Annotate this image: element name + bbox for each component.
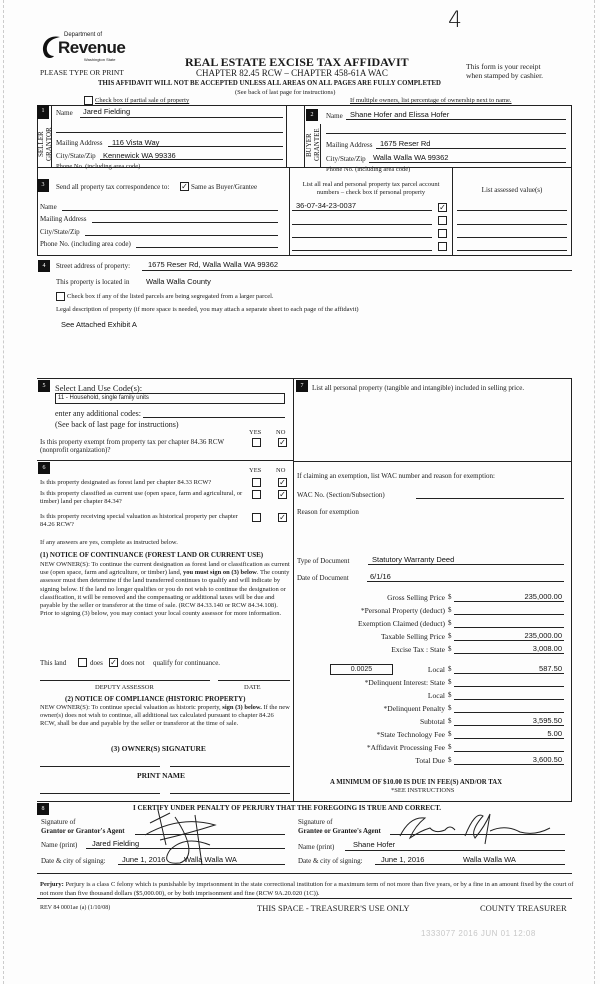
amount-label: *State Technology Fee xyxy=(376,730,445,739)
underline xyxy=(376,148,566,149)
current-use-question: Is this property classified as current use (open space, farm and agricultural, or timber) land per chapter 84.34? xyxy=(40,490,243,505)
underline xyxy=(454,725,564,726)
underline xyxy=(375,864,565,865)
amount-label: Total Due xyxy=(415,756,445,765)
current-use-no-checkbox[interactable]: ✓ xyxy=(279,490,286,499)
date-label: DATE xyxy=(244,684,261,691)
receipt-note-2: when stamped by cashier. xyxy=(466,71,544,80)
form-title: REAL ESTATE EXCISE TAX AFFIDAVIT xyxy=(185,55,409,69)
local-rate-field[interactable]: 0.0025 xyxy=(330,664,393,675)
grantee-city-field[interactable]: Walla Walla WA xyxy=(463,855,516,864)
grantor-name-field[interactable]: Jared Fielding xyxy=(92,839,140,848)
section-7-number: 7 xyxy=(296,380,308,392)
assessor-date-line[interactable] xyxy=(218,680,290,681)
underline xyxy=(369,162,566,163)
does-qualify-checkbox[interactable] xyxy=(78,658,87,667)
additional-codes-label: enter any additional codes: xyxy=(55,409,141,418)
logo-department-text: Department of xyxy=(64,32,103,38)
wac-number-field[interactable] xyxy=(416,498,564,499)
amount-label: Taxable Selling Price xyxy=(380,632,445,641)
land-use-label: Select Land Use Code(s): xyxy=(55,383,143,393)
divider xyxy=(289,167,290,256)
print-name-label: PRINT NAME xyxy=(137,771,185,780)
parcel-number-field[interactable] xyxy=(292,250,432,251)
corr-city-field[interactable] xyxy=(85,235,278,236)
personal-property-checkbox[interactable]: ✓ xyxy=(439,203,446,212)
dollar-sign: $ xyxy=(448,645,452,653)
dollar-sign: $ xyxy=(448,704,452,712)
dollar-sign: $ xyxy=(448,678,452,686)
same-as-buyer-checkbox[interactable]: ✓ xyxy=(181,182,188,191)
underline xyxy=(56,132,283,133)
dollar-sign: $ xyxy=(448,593,452,601)
certify-statement: I CERTIFY UNDER PENALTY OF PERJURY THAT THE FOREGOING IS TRUE AND CORRECT. xyxy=(133,804,442,812)
seller-city-label: City/State/Zip xyxy=(56,152,96,160)
corr-city-label: City/State/Zip xyxy=(40,228,80,236)
underline xyxy=(367,581,564,582)
grantor-date-label: Date & city of signing: xyxy=(41,857,106,865)
amount-label: Exemption Claimed (deduct) xyxy=(357,619,445,628)
see-back-text: (See back of last page for instructions) xyxy=(235,89,336,96)
amount-label: Local xyxy=(427,691,445,700)
owner-signature-label: (3) OWNER(S) SIGNATURE xyxy=(111,744,206,753)
no-header: NO xyxy=(276,467,286,474)
assessed-header: List assessed value(s) xyxy=(481,186,543,194)
underline xyxy=(454,653,564,654)
historic-yes-checkbox[interactable] xyxy=(252,513,261,522)
underline xyxy=(454,699,564,700)
perjury-notice: Perjury: Perjury is a class C felony which is punishable by imprisonment in the state correctional institution for a maximum term of not more than five years, or by a fine in an amount fixed by the court of not more than five thousand dollars ($5,000.00), or by both imprisonment and fine (RCW 9A.20.020 (1C)). xyxy=(40,881,574,897)
amount-label: Subtotal xyxy=(419,717,445,726)
print-name-line-1[interactable] xyxy=(40,793,160,794)
forest-yes-checkbox[interactable] xyxy=(252,478,261,487)
state-technology-fee-field[interactable]: 5.00 xyxy=(547,729,562,738)
dollar-sign: $ xyxy=(448,606,452,614)
grantee-name-field[interactable]: Shane Hofer xyxy=(353,840,396,849)
doc-type-label: Type of Document xyxy=(297,557,350,565)
underline xyxy=(368,564,564,565)
grantee-date-field[interactable]: June 1, 2016 xyxy=(381,855,425,864)
notice-compliance-title: (2) NOTICE OF COMPLIANCE (HISTORIC PROPERTY) xyxy=(65,695,246,703)
print-name-line-2[interactable] xyxy=(170,793,290,794)
exempt-no-checkbox[interactable]: ✓ xyxy=(279,438,286,447)
seller-side-label: SELLER GRANTOR xyxy=(37,127,53,161)
grantor-name-label: Name (print) xyxy=(41,841,78,849)
grantee-date-label: Date & city of signing: xyxy=(298,857,363,865)
underline xyxy=(454,640,564,641)
buyer-name-label: Name xyxy=(326,112,343,120)
underline xyxy=(326,133,566,134)
owner-signature-line-1[interactable] xyxy=(40,766,160,767)
underline xyxy=(346,119,566,120)
receipt-note-1: This form is your receipt xyxy=(466,62,541,71)
underline xyxy=(292,210,432,211)
underline xyxy=(118,864,285,865)
does-not-label: does not xyxy=(121,659,145,667)
gross-selling-price-field[interactable]: 235,000.00 xyxy=(524,592,562,601)
treasurer-stamp: 1333077 2016 JUN 01 12:08 xyxy=(421,929,536,938)
see-instructions-note: *SEE INSTRUCTIONS xyxy=(391,787,455,794)
correspondence-label: Send all property tax correspondence to: xyxy=(56,183,170,191)
amount-label: Local xyxy=(427,665,445,674)
grantor-city-field[interactable]: Walla Walla WA xyxy=(184,855,237,864)
deputy-assessor-label: DEPUTY ASSESSOR xyxy=(95,684,154,691)
corr-phone-field[interactable] xyxy=(136,247,278,248)
forest-no-checkbox[interactable]: ✓ xyxy=(279,478,286,487)
notice-compliance-text: NEW OWNER(S): To continue special valuation as historic property, sign (3) below. If the new owner(s) does not wish to continue, all additional tax calculated pursuant to chapter 84.26 RCW, shall be due and payable by the seller or transferor at the time of sale. xyxy=(40,704,290,727)
dollar-sign: $ xyxy=(448,665,452,673)
underline xyxy=(454,712,564,713)
grantee-signature-label-2: Grantee or Grantee's Agent xyxy=(298,827,381,835)
taxable-selling-price-field[interactable]: 235,000.00 xyxy=(524,631,562,640)
legal-description-field[interactable]: See Attached Exhibit A xyxy=(61,320,137,329)
divider xyxy=(452,167,453,256)
personal-property-checkbox[interactable] xyxy=(438,242,447,251)
amount-label: Excise Tax : State xyxy=(391,645,445,654)
personal-property-checkbox[interactable] xyxy=(438,229,447,238)
buyer-mailing-label: Mailing Address xyxy=(326,141,373,149)
additional-codes-field[interactable] xyxy=(143,417,285,418)
street-address-field[interactable]: 1675 Reser Rd, Walla Walla WA 99362 xyxy=(148,260,279,269)
personal-property-checkbox[interactable] xyxy=(438,216,447,225)
seller-name-field[interactable]: Jared Fielding xyxy=(83,107,131,116)
logo-revenue-text: Revenue xyxy=(58,38,126,57)
amount-label: *Personal Property (deduct) xyxy=(360,606,445,615)
if-yes-instruction: If any answers are yes, complete as instructed below. xyxy=(40,539,178,546)
grantee-name-label: Name (print) xyxy=(298,843,335,851)
underline xyxy=(86,848,285,849)
located-in-label: This property is located in xyxy=(56,278,130,286)
buyer-phone-label: Phone No. (including area code) xyxy=(326,166,411,173)
buyer-city-label: City/State/Zip xyxy=(326,155,366,163)
section-1-number: 1 xyxy=(37,105,49,119)
doc-date-label: Date of Document xyxy=(297,574,349,582)
historic-no-checkbox[interactable]: ✓ xyxy=(279,513,286,522)
total-due-field[interactable]: 3,600.50 xyxy=(532,755,562,764)
section-5-number: 5 xyxy=(38,380,50,392)
yes-header: YES xyxy=(249,429,262,436)
partial-sale-checkbox[interactable] xyxy=(84,96,93,105)
underline xyxy=(454,764,564,765)
qualify-label: qualify for continuance. xyxy=(153,659,221,667)
seller-phone-label: Phone No. (including area code) xyxy=(56,163,141,170)
notice-continuance-text: NEW OWNER(S): To continue the current designation as forest land or classification as current use (open space, farm and agriculture, or timber) land, you must sign on (3) below. The county assessor must then determine if the land transferred continues to qualify and will indicate by signing below. If the land no longer qualifies or you do not wish to continue the designation or classification, it will be removed and the compensating or additional taxes will be due and payable by the seller or transferor at the time of sale. (RCW 84.33.140 or RCW 84.34.108). Prior to signing (3) below, you may contact your local county assessor for more information. xyxy=(40,561,290,618)
amount-label: *Affidavit Processing Fee xyxy=(366,743,445,752)
dor-logo xyxy=(40,32,126,66)
warning-text: THIS AFFIDAVIT WILL NOT BE ACCEPTED UNLESS ALL AREAS ON ALL PAGES ARE FULLY COMPLETED xyxy=(98,80,441,87)
current-use-yes-checkbox[interactable] xyxy=(252,490,261,499)
underline xyxy=(454,738,564,739)
dollar-sign: $ xyxy=(448,619,452,627)
county-field[interactable]: Walla Walla County xyxy=(146,277,211,286)
grantor-signature-label-1: Signature of xyxy=(41,818,76,826)
land-use-instructions: (See back of last page for instructions) xyxy=(55,420,179,429)
wac-label: WAC No. (Section/Subsection) xyxy=(297,491,385,499)
please-type-text: PLEASE TYPE OR PRINT xyxy=(40,68,124,77)
buyer-side-label: BUYER GRANTEE xyxy=(305,128,321,162)
no-header: NO xyxy=(276,429,286,436)
underline xyxy=(142,270,572,271)
divider xyxy=(37,801,572,802)
yes-header: YES xyxy=(249,467,262,474)
minimum-due-note: A MINIMUM OF $10.00 IS DUE IN FEE(S) AND/OR TAX xyxy=(330,779,503,786)
exemption-label: If claiming an exemption, list WAC number and reason for exemption: xyxy=(297,472,495,480)
divider xyxy=(293,378,294,801)
dollar-sign: $ xyxy=(448,730,452,738)
notice-continuance-title: (1) NOTICE OF CONTINUANCE (FOREST LAND OR CURRENT USE) xyxy=(40,551,264,559)
excise-tax-state-field[interactable]: 3,008.00 xyxy=(532,644,562,653)
section-3-number: 3 xyxy=(37,179,49,192)
street-address-label: Street address of property: xyxy=(56,262,131,270)
underline xyxy=(454,614,564,615)
corr-name-field[interactable] xyxy=(62,210,278,211)
owner-signature-line-2[interactable] xyxy=(170,766,290,767)
assessed-value-field[interactable] xyxy=(457,237,567,238)
reason-label: Reason for exemption xyxy=(297,508,359,516)
buyer-city-field[interactable]: Walla Walla WA 99362 xyxy=(373,153,449,162)
underline xyxy=(454,601,564,602)
buyer-mailing-field[interactable]: 1675 Reser Rd xyxy=(380,139,431,148)
dollar-sign: $ xyxy=(448,756,452,764)
amount-label: *Delinquent Interest: State xyxy=(364,678,445,687)
treasurer-use-label: THIS SPACE - TREASURER'S USE ONLY xyxy=(257,903,410,913)
grantee-signature-label-1: Signature of xyxy=(298,818,333,826)
underline xyxy=(345,850,565,851)
form-subtitle: CHAPTER 82.45 RCW – CHAPTER 458-61A WAC xyxy=(196,68,388,78)
section-8-number: 8 xyxy=(37,803,49,815)
handwritten-page-number: 4 xyxy=(448,8,462,33)
exempt-yes-checkbox[interactable] xyxy=(252,438,261,447)
subtotal-field[interactable]: 3,595.50 xyxy=(532,716,562,725)
seller-mailing-field[interactable]: 116 Vista Way xyxy=(112,138,160,147)
assessed-value-field[interactable] xyxy=(457,210,567,211)
divider xyxy=(37,873,572,874)
parcel-number-field[interactable] xyxy=(292,224,432,225)
partial-sale-label: Check box if partial sale of property xyxy=(95,97,190,104)
underline xyxy=(454,627,564,628)
corr-mailing-field[interactable] xyxy=(92,222,278,223)
assessed-value-field[interactable] xyxy=(457,250,567,251)
parcel-number-field[interactable] xyxy=(292,237,432,238)
county-treasurer-label: COUNTY TREASURER xyxy=(480,903,567,913)
buyer-name-field[interactable]: Shane Hofer and Elissa Hofer xyxy=(350,110,450,119)
segregated-label: Check box if any of the listed parcels are being segregated from a larger parcel. xyxy=(67,293,274,300)
excise-tax-local-field[interactable]: 587.50 xyxy=(539,664,562,673)
forest-land-question: Is this property designated as forest land per chapter 84.33 RCW? xyxy=(40,479,212,486)
historic-question: Is this property receiving special valuation as historical property per chapter 84.26 RCW? xyxy=(40,513,238,528)
divider xyxy=(37,898,572,899)
section-6-number: 6 xyxy=(38,462,50,474)
section-2-number: 2 xyxy=(306,109,318,121)
form-revision: REV 84 0001ae (a) (1/10/08) xyxy=(40,905,111,911)
amount-label: Gross Selling Price xyxy=(387,593,445,602)
seller-name-label: Name xyxy=(56,109,73,117)
doc-date-field[interactable]: 6/1/16 xyxy=(370,572,391,581)
seller-mailing-label: Mailing Address xyxy=(56,139,103,147)
scan-edge-left xyxy=(3,0,4,984)
corr-phone-label: Phone No. (including area code) xyxy=(40,240,131,248)
underline xyxy=(454,673,564,674)
seller-city-field[interactable]: Kennewick WA 99336 xyxy=(103,151,176,160)
corr-mailing-label: Mailing Address xyxy=(40,215,87,223)
doc-type-field[interactable]: Statutory Warranty Deed xyxy=(372,555,455,564)
divider xyxy=(286,105,287,168)
land-use-code-select[interactable]: 11 - Household, single family units xyxy=(55,393,285,404)
grantee-signature-icon xyxy=(395,806,555,846)
segregated-checkbox[interactable] xyxy=(56,292,65,301)
grantor-signature-label-2: Grantor or Grantor's Agent xyxy=(41,827,125,835)
underline xyxy=(454,686,564,687)
exempt-question: Is this property exempt from property tax per chapter 84.36 RCW (nonprofit organization)? xyxy=(40,438,224,454)
underline xyxy=(80,117,283,118)
grantor-date-field[interactable]: June 1, 2016 xyxy=(122,855,166,864)
section-4-number: 4 xyxy=(38,260,50,272)
personal-property-label: List all personal property (tangible and intangible) included in selling price. xyxy=(312,384,525,392)
amount-label: *Delinquent Penalty xyxy=(383,704,445,713)
does-label: does xyxy=(90,659,103,667)
does-not-qualify-checkbox[interactable]: ✓ xyxy=(110,658,117,667)
multiple-owners-note: If multiple owners, list percentage of ownership next to name. xyxy=(350,97,512,104)
dollar-sign: $ xyxy=(448,743,452,751)
assessed-value-field[interactable] xyxy=(457,224,567,225)
logo-state-text: Washington State xyxy=(84,57,116,62)
underline xyxy=(454,751,564,752)
divider xyxy=(37,460,293,461)
dollar-sign: $ xyxy=(448,632,452,640)
deputy-assessor-signature-line[interactable] xyxy=(40,680,210,681)
parcel-number-field[interactable]: 36-07-34-23-0037 xyxy=(296,201,357,210)
scan-edge-right xyxy=(594,0,595,984)
dollar-sign: $ xyxy=(448,691,452,699)
this-land-label: This land xyxy=(40,659,67,667)
parcels-header: List all real and personal property tax parcel account numbers – check box if personal property xyxy=(302,181,440,196)
corr-name-label: Name xyxy=(40,203,57,211)
dollar-sign: $ xyxy=(448,717,452,725)
legal-description-label: Legal description of property (if more space is needed, you may attach a separate sheet to each page of the affidavit) xyxy=(56,306,359,313)
divider xyxy=(293,461,572,462)
same-as-buyer-label: Same as Buyer/Grantee xyxy=(191,183,258,191)
